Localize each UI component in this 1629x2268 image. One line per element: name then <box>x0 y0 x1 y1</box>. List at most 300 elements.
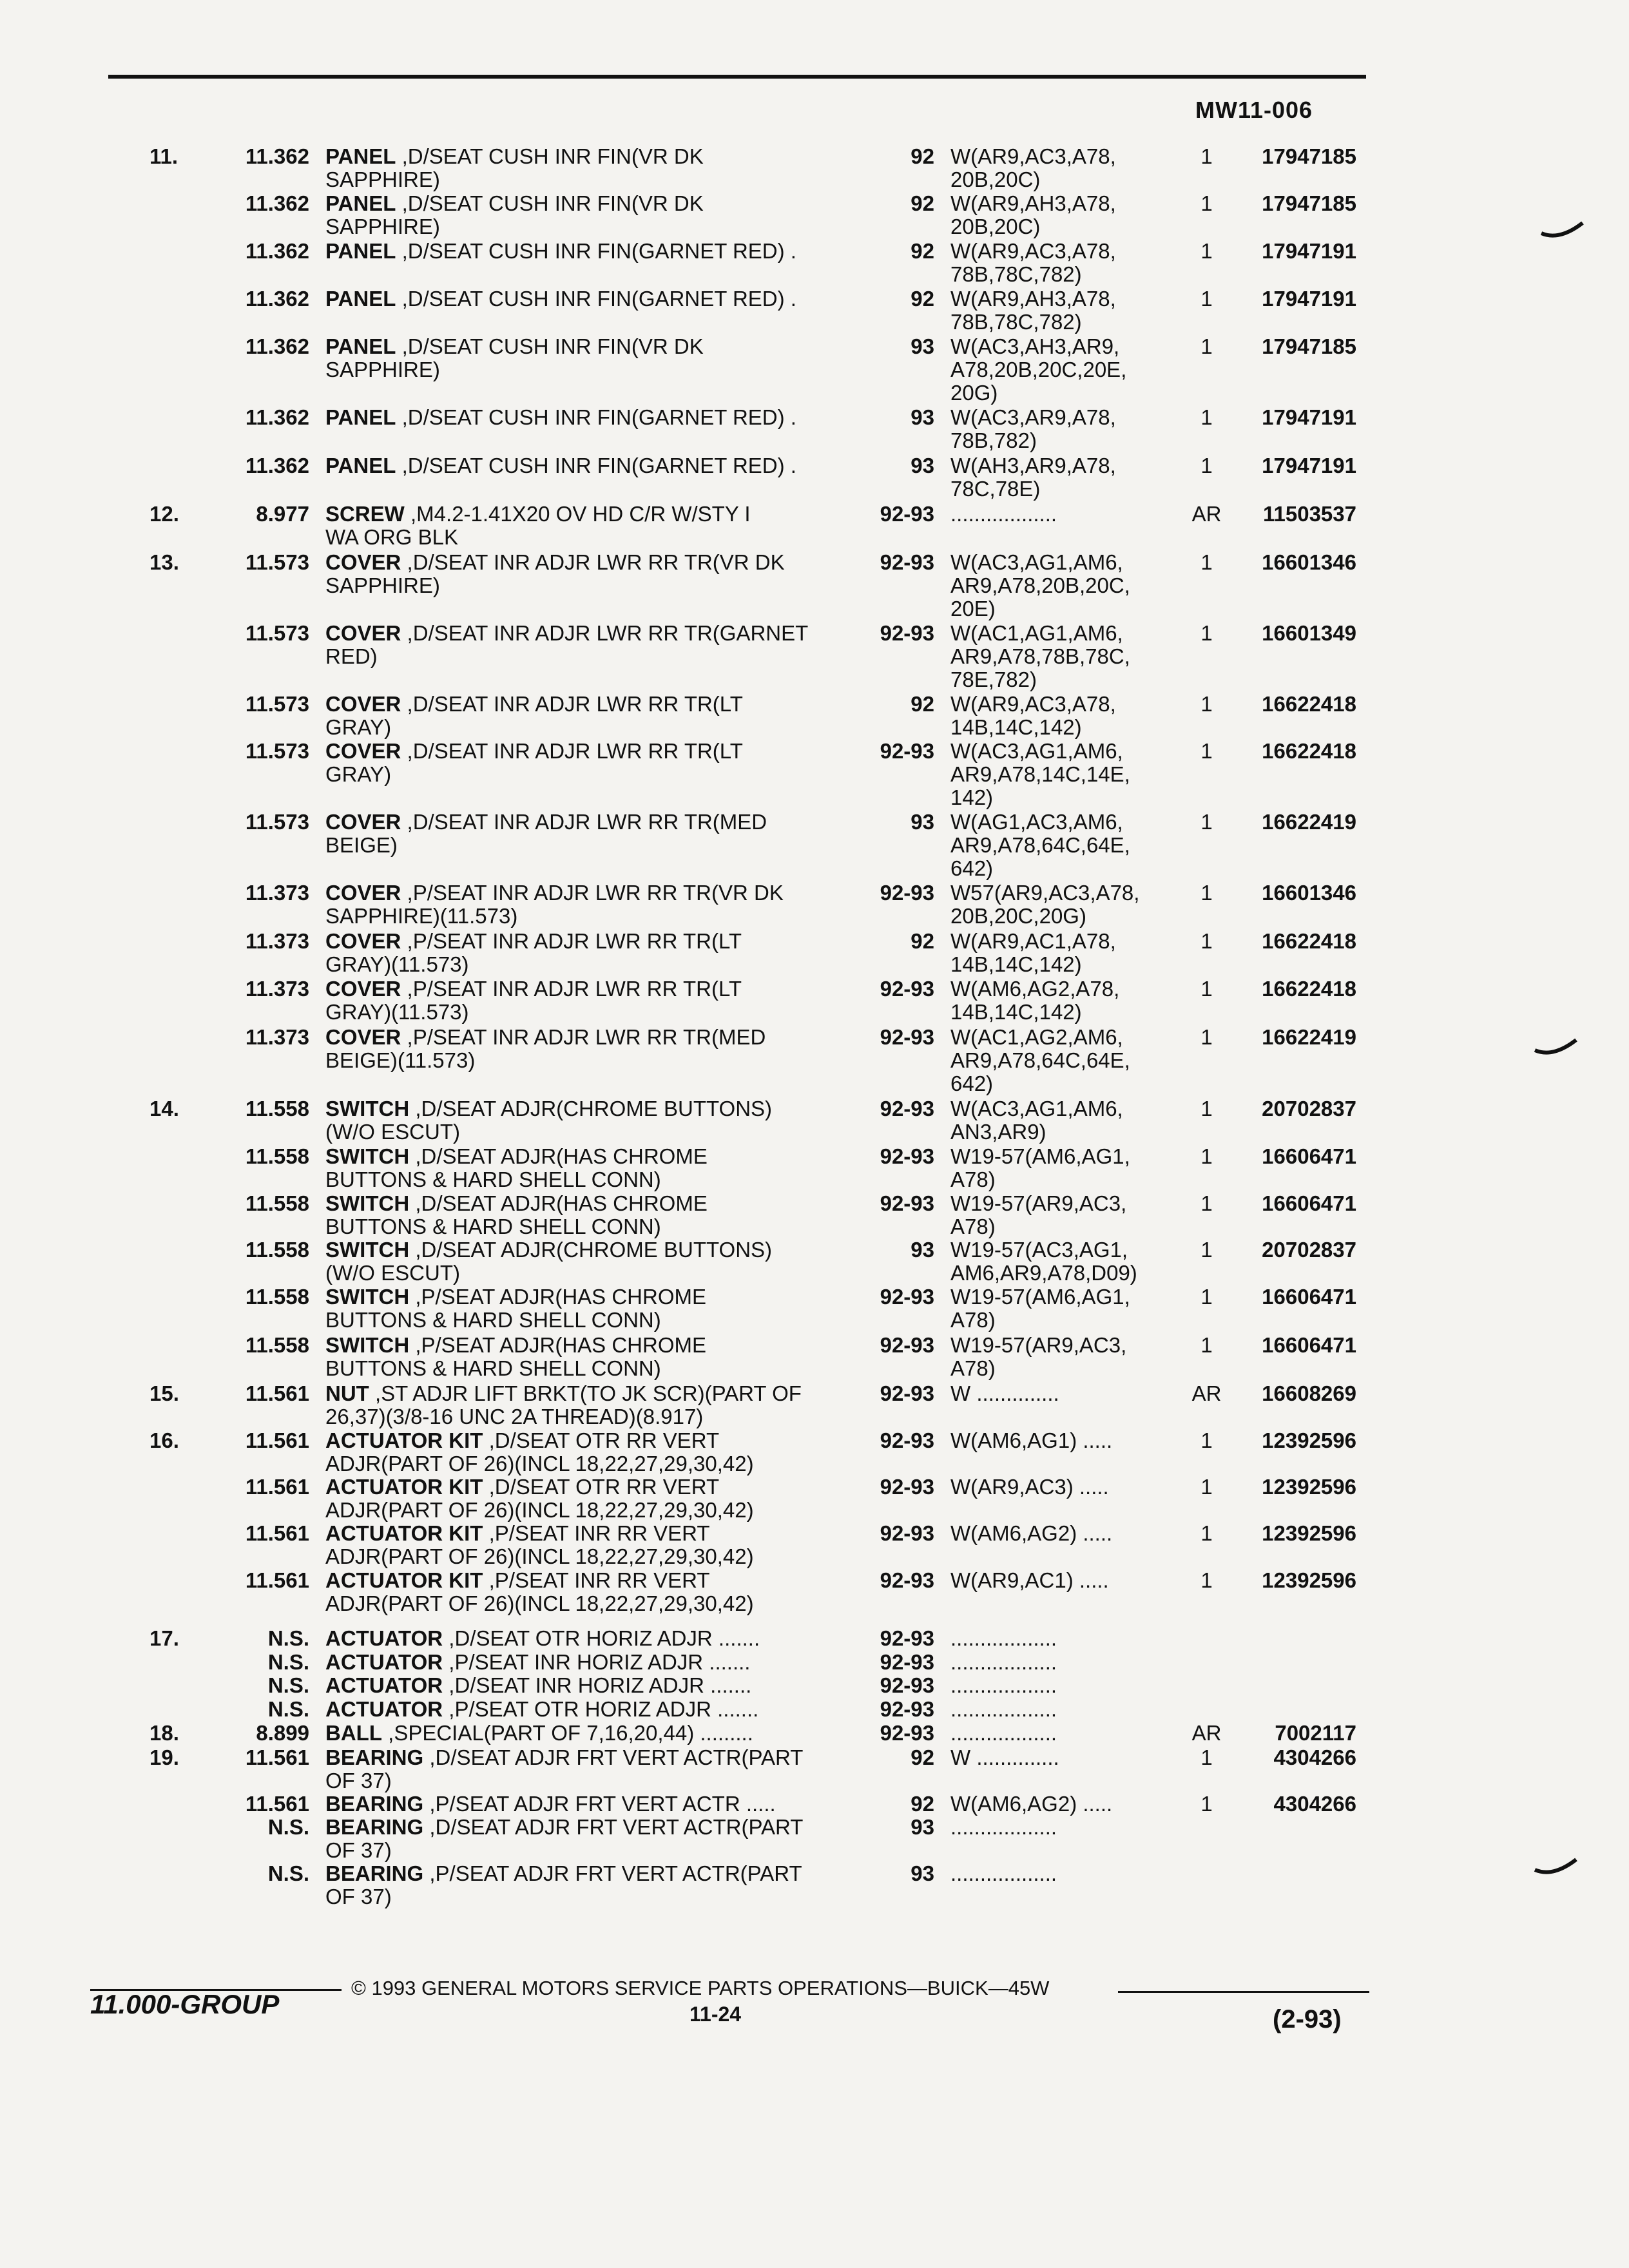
table-row <box>0 1428 1629 1475</box>
group-number: 11.373 <box>245 977 309 1001</box>
check-mark-2 <box>1534 1036 1579 1058</box>
part-detail: ,D/SEAT CUSH INR FIN(VR DK SAPPHIRE) <box>325 334 704 381</box>
group-number: 11.558 <box>245 1333 309 1357</box>
quantity: 1 <box>1200 929 1213 953</box>
model-year: 92-93 <box>880 1721 934 1745</box>
quantity: AR <box>1191 502 1222 526</box>
figure-number: 11. <box>149 144 178 168</box>
part-detail: ,ST ADJR LIFT BRKT(TO JK SCR)(PART OF 26,37)(3/8-16 UNC 2A THREAD)(8.917) <box>325 1381 802 1428</box>
part-name: PANEL <box>325 144 396 168</box>
part-number: 12392596 <box>1262 1568 1356 1592</box>
model-year: 92-93 <box>880 1568 934 1592</box>
quantity: 1 <box>1200 739 1213 763</box>
table-row <box>0 1238 1629 1285</box>
group-number: 11.561 <box>245 1792 309 1816</box>
quantity: 1 <box>1200 1191 1213 1215</box>
usage-options: W(AR9,AC1) ..... <box>950 1568 1109 1592</box>
part-detail: ,P/SEAT ADJR FRT VERT ACTR ..... <box>423 1792 776 1816</box>
part-name: ACTUATOR <box>325 1626 443 1650</box>
model-year: 93 <box>911 334 934 358</box>
document-code: MW11-006 <box>1195 97 1313 123</box>
table-row <box>0 1144 1629 1191</box>
table-row <box>0 454 1629 501</box>
usage-options: W(AM6,AG2) ..... <box>950 1521 1113 1545</box>
quantity: 1 <box>1200 1238 1213 1262</box>
part-number: 12392596 <box>1262 1428 1356 1452</box>
quantity: 1 <box>1200 1792 1213 1816</box>
model-year: 93 <box>911 1861 934 1885</box>
part-detail: ,D/SEAT CUSH INR FIN(GARNET RED) . <box>396 287 796 311</box>
part-detail: ,P/SEAT INR ADJR LWR RR TR(LT GRAY)(11.573) <box>325 929 742 976</box>
part-number: 16608269 <box>1262 1381 1356 1405</box>
quantity: 1 <box>1200 287 1213 311</box>
group-number: 11.558 <box>245 1238 309 1262</box>
table-row <box>0 929 1629 976</box>
part-number: 16622418 <box>1262 977 1356 1001</box>
usage-options: W(AR9,AH3,A78, 78B,78C,782) <box>950 287 1116 334</box>
part-detail: ,D/SEAT ADJR FRT VERT ACTR(PART OF 37) <box>325 1815 804 1862</box>
quantity: 1 <box>1200 191 1213 215</box>
model-year: 92 <box>911 144 934 168</box>
usage-options: W(AC3,AR9,A78, 78B,782) <box>950 405 1116 452</box>
part-name: COVER <box>325 1025 401 1049</box>
model-year: 92-93 <box>880 1381 934 1405</box>
group-number: N.S. <box>267 1650 309 1674</box>
group-number: 11.561 <box>245 1521 309 1545</box>
usage-options: W(AC3,AH3,AR9, A78,20B,20C,20E, 20G) <box>950 334 1127 405</box>
part-detail: ,D/SEAT CUSH INR FIN(VR DK SAPPHIRE) <box>325 144 704 191</box>
table-row <box>0 881 1629 928</box>
part-number: 16601346 <box>1262 881 1356 905</box>
part-name: COVER <box>325 621 401 645</box>
quantity: 1 <box>1200 1025 1213 1049</box>
model-year: 92 <box>911 692 934 716</box>
group-number: 11.573 <box>245 692 309 716</box>
group-number: N.S. <box>267 1697 309 1721</box>
model-year: 92 <box>911 1792 934 1816</box>
usage-options: W .............. <box>950 1745 1059 1769</box>
quantity: 1 <box>1200 405 1213 429</box>
figure-number: 19. <box>149 1745 179 1769</box>
part-name: SWITCH <box>325 1285 410 1309</box>
quantity: 1 <box>1200 1568 1213 1592</box>
part-name: COVER <box>325 810 401 834</box>
usage-options: W(AC3,AG1,AM6, AR9,A78,14C,14E, 142) <box>950 739 1130 809</box>
table-row <box>0 621 1629 691</box>
part-name: PANEL <box>325 405 396 429</box>
part-detail: ,P/SEAT INR RR VERT ADJR(PART OF 26)(INCL 18,22,27,29,30,42) <box>325 1521 754 1568</box>
quantity: 1 <box>1200 881 1213 905</box>
model-year: 92-93 <box>880 1025 934 1049</box>
quantity: 1 <box>1200 1745 1213 1769</box>
table-row <box>0 1381 1629 1428</box>
usage-options: W57(AR9,AC3,A78, 20B,20C,20G) <box>950 881 1140 928</box>
group-number: 11.362 <box>245 334 309 358</box>
check-mark-1 <box>1540 219 1585 241</box>
group-number: 11.558 <box>245 1191 309 1215</box>
usage-options: W(AC1,AG2,AM6, AR9,A78,64C,64E, 642) <box>950 1025 1130 1095</box>
part-detail: ,M4.2-1.41X20 OV HD C/R W/STY I WA ORG BLK <box>325 502 751 549</box>
group-number: 11.373 <box>245 881 309 905</box>
model-year: 92-93 <box>880 1428 934 1452</box>
usage-options: W(AR9,AC1,A78, 14B,14C,142) <box>950 929 1116 976</box>
group-number: 11.373 <box>245 929 309 953</box>
group-number: 11.558 <box>245 1144 309 1168</box>
table-row <box>0 550 1629 620</box>
model-year: 93 <box>911 810 934 834</box>
group-number: 11.362 <box>245 191 309 215</box>
table-row <box>0 1673 1629 1697</box>
part-detail: ,D/SEAT OTR HORIZ ADJR ....... <box>443 1626 760 1650</box>
table-row <box>0 1568 1629 1615</box>
part-detail: ,P/SEAT ADJR FRT VERT ACTR(PART OF 37) <box>325 1861 802 1908</box>
model-year: 92-93 <box>880 621 934 645</box>
part-name: ACTUATOR <box>325 1697 443 1721</box>
group-number: N.S. <box>267 1673 309 1697</box>
group-number: N.S. <box>267 1815 309 1839</box>
quantity: 1 <box>1200 621 1213 645</box>
group-number: N.S. <box>267 1626 309 1650</box>
model-year: 92-93 <box>880 881 934 905</box>
table-row <box>0 239 1629 286</box>
part-number: 16606471 <box>1262 1333 1356 1357</box>
part-name: PANEL <box>325 287 396 311</box>
model-year: 93 <box>911 1815 934 1839</box>
part-number: 16601349 <box>1262 621 1356 645</box>
quantity: AR <box>1191 1721 1222 1745</box>
part-detail: ,P/SEAT INR ADJR LWR RR TR(MED BEIGE)(11.573) <box>325 1025 766 1072</box>
part-number: 11503537 <box>1262 502 1356 526</box>
part-name: BEARING <box>325 1861 424 1885</box>
table-row <box>0 502 1629 549</box>
part-name: PANEL <box>325 239 396 263</box>
group-number: 11.373 <box>245 1025 309 1049</box>
part-name: BEARING <box>325 1792 424 1816</box>
part-number: 16622418 <box>1262 929 1356 953</box>
part-name: COVER <box>325 550 401 574</box>
model-year: 93 <box>911 1238 934 1262</box>
part-detail: ,D/SEAT ADJR(CHROME BUTTONS) (W/O ESCUT) <box>325 1097 773 1144</box>
table-row <box>0 1815 1629 1862</box>
model-year: 92 <box>911 1745 934 1769</box>
figure-number: 18. <box>149 1721 179 1745</box>
part-detail: ,P/SEAT INR ADJR LWR RR TR(VR DK SAPPHIRE)(11.573) <box>325 881 784 928</box>
part-number: 7002117 <box>1275 1721 1356 1745</box>
usage-options: .................. <box>950 1673 1057 1697</box>
part-name: BEARING <box>325 1745 424 1769</box>
group-number: 11.558 <box>245 1097 309 1120</box>
usage-options: W(AC1,AG1,AM6, AR9,A78,78B,78C, 78E,782) <box>950 621 1130 691</box>
model-year: 92-93 <box>880 1697 934 1721</box>
usage-options: W19-57(AC3,AG1, AM6,AR9,A78,D09) <box>950 1238 1137 1285</box>
part-number: 16606471 <box>1262 1285 1356 1309</box>
part-number: 16606471 <box>1262 1144 1356 1168</box>
part-detail: ,SPECIAL(PART OF 7,16,20,44) ......... <box>381 1721 753 1745</box>
part-name: ACTUATOR KIT <box>325 1568 483 1592</box>
group-number: 11.573 <box>245 739 309 763</box>
group-number: 11.573 <box>245 550 309 574</box>
part-name: COVER <box>325 977 401 1001</box>
group-number: 11.573 <box>245 621 309 645</box>
usage-options: .................. <box>950 1721 1057 1745</box>
group-number: N.S. <box>267 1861 309 1885</box>
part-detail: ,D/SEAT OTR RR VERT ADJR(PART OF 26)(INCL 18,22,27,29,30,42) <box>325 1428 754 1475</box>
usage-options: W(AR9,AC3,A78, 20B,20C) <box>950 144 1116 191</box>
part-detail: ,D/SEAT ADJR(HAS CHROME BUTTONS & HARD SHELL CONN) <box>325 1144 708 1191</box>
table-row <box>0 405 1629 452</box>
part-number: 4304266 <box>1273 1745 1356 1769</box>
footer-date: (2-93) <box>1273 2005 1342 2033</box>
part-number: 17947191 <box>1262 454 1356 477</box>
part-name: PANEL <box>325 454 396 477</box>
usage-options: W19-57(AR9,AC3, A78) <box>950 1333 1127 1380</box>
quantity: 1 <box>1200 334 1213 358</box>
group-number: 11.558 <box>245 1285 309 1309</box>
quantity: 1 <box>1200 454 1213 477</box>
group-number: 11.362 <box>245 144 309 168</box>
usage-options: W .............. <box>950 1381 1059 1405</box>
part-detail: ,D/SEAT INR HORIZ ADJR ....... <box>443 1673 752 1697</box>
quantity: 1 <box>1200 239 1213 263</box>
part-name: BEARING <box>325 1815 424 1839</box>
part-number: 16622418 <box>1262 692 1356 716</box>
part-detail: ,D/SEAT ADJR FRT VERT ACTR(PART OF 37) <box>325 1745 804 1792</box>
model-year: 92-93 <box>880 1191 934 1215</box>
part-name: SWITCH <box>325 1238 410 1262</box>
model-year: 92-93 <box>880 1650 934 1674</box>
table-row <box>0 287 1629 334</box>
part-detail: ,P/SEAT INR RR VERT ADJR(PART OF 26)(INCL 18,22,27,29,30,42) <box>325 1568 754 1615</box>
model-year: 93 <box>911 405 934 429</box>
usage-options: .................. <box>950 1815 1057 1839</box>
table-row <box>0 1191 1629 1238</box>
part-name: COVER <box>325 739 401 763</box>
part-detail: ,D/SEAT OTR RR VERT ADJR(PART OF 26)(INCL 18,22,27,29,30,42) <box>325 1475 754 1522</box>
quantity: AR <box>1191 1381 1222 1405</box>
usage-options: W(AM6,AG2) ..... <box>950 1792 1113 1816</box>
table-row <box>0 1626 1629 1650</box>
part-number: 12392596 <box>1262 1475 1356 1499</box>
part-name: ACTUATOR KIT <box>325 1521 483 1545</box>
quantity: 1 <box>1200 1475 1213 1499</box>
quantity: 1 <box>1200 1521 1213 1545</box>
figure-number: 12. <box>149 502 179 526</box>
quantity: 1 <box>1200 810 1213 834</box>
model-year: 92 <box>911 239 934 263</box>
figure-number: 17. <box>149 1626 179 1650</box>
part-detail: ,P/SEAT ADJR(HAS CHROME BUTTONS & HARD SHELL CONN) <box>325 1285 707 1332</box>
model-year: 92-93 <box>880 1285 934 1309</box>
usage-options: W(AR9,AC3,A78, 14B,14C,142) <box>950 692 1116 739</box>
quantity: 1 <box>1200 1144 1213 1168</box>
part-detail: ,D/SEAT ADJR(CHROME BUTTONS) (W/O ESCUT) <box>325 1238 773 1285</box>
usage-options: W(AR9,AH3,A78, 20B,20C) <box>950 191 1116 238</box>
usage-options: .................. <box>950 1626 1057 1650</box>
group-number: 11.573 <box>245 810 309 834</box>
usage-options: W(AM6,AG1) ..... <box>950 1428 1113 1452</box>
group-number: 8.899 <box>256 1721 309 1745</box>
usage-options: W19-57(AM6,AG1, A78) <box>950 1144 1130 1191</box>
footer-copyright: © 1993 GENERAL MOTORS SERVICE PARTS OPERATIONS—BUICK—45W <box>351 1977 1050 1999</box>
group-number: 11.362 <box>245 287 309 311</box>
table-row <box>0 1861 1629 1908</box>
part-detail: ,D/SEAT CUSH INR FIN(GARNET RED) . <box>396 405 796 429</box>
table-row <box>0 1650 1629 1674</box>
usage-options: W(AC3,AG1,AM6, AN3,AR9) <box>950 1097 1123 1144</box>
group-number: 11.362 <box>245 405 309 429</box>
usage-options: .................. <box>950 1650 1057 1674</box>
part-name: COVER <box>325 881 401 905</box>
figure-number: 15. <box>149 1381 179 1405</box>
usage-options: W(AH3,AR9,A78, 78C,78E) <box>950 454 1116 501</box>
part-number: 16622418 <box>1262 739 1356 763</box>
footer-rule-right <box>1118 1991 1369 1993</box>
part-number: 17947185 <box>1262 334 1356 358</box>
usage-options: .................. <box>950 1861 1057 1885</box>
table-row <box>0 977 1629 1024</box>
group-number: 11.561 <box>245 1475 309 1499</box>
model-year: 92-93 <box>880 550 934 574</box>
part-name: PANEL <box>325 191 396 215</box>
part-detail: ,D/SEAT INR ADJR LWR RR TR(MED BEIGE) <box>325 810 767 857</box>
model-year: 92 <box>911 929 934 953</box>
usage-options: W(AC3,AG1,AM6, AR9,A78,20B,20C, 20E) <box>950 550 1130 620</box>
part-name: BALL <box>325 1721 382 1745</box>
figure-number: 14. <box>149 1097 179 1120</box>
model-year: 92-93 <box>880 1475 934 1499</box>
model-year: 92-93 <box>880 739 934 763</box>
table-row <box>0 739 1629 809</box>
part-detail: ,D/SEAT INR ADJR LWR RR TR(LT GRAY) <box>325 739 743 786</box>
check-mark-3 <box>1534 1856 1579 1878</box>
group-number: 11.362 <box>245 239 309 263</box>
model-year: 92 <box>911 191 934 215</box>
table-row <box>0 1097 1629 1144</box>
part-name: SWITCH <box>325 1144 410 1168</box>
table-row <box>0 1475 1629 1522</box>
page-number: 11-24 <box>689 2003 742 2026</box>
group-number: 11.561 <box>245 1568 309 1592</box>
table-row <box>0 191 1629 238</box>
part-number: 20702837 <box>1262 1097 1356 1120</box>
model-year: 92 <box>911 287 934 311</box>
quantity: 1 <box>1200 692 1213 716</box>
group-number: 11.561 <box>245 1745 309 1769</box>
part-detail: ,D/SEAT INR ADJR LWR RR TR(VR DK SAPPHIRE) <box>325 550 785 597</box>
part-name: SWITCH <box>325 1097 410 1120</box>
table-row <box>0 1285 1629 1332</box>
part-number: 17947185 <box>1262 144 1356 168</box>
part-number: 17947185 <box>1262 191 1356 215</box>
part-detail: ,D/SEAT INR ADJR LWR RR TR(GARNET RED) <box>325 621 809 668</box>
part-number: 4304266 <box>1273 1792 1356 1816</box>
part-detail: ,P/SEAT INR HORIZ ADJR ....... <box>443 1650 751 1674</box>
usage-options: W(AR9,AC3) ..... <box>950 1475 1109 1499</box>
usage-options: W(AR9,AC3,A78, 78B,78C,782) <box>950 239 1116 286</box>
part-detail: ,D/SEAT INR ADJR LWR RR TR(LT GRAY) <box>325 692 743 739</box>
part-detail: ,P/SEAT ADJR(HAS CHROME BUTTONS & HARD SHELL CONN) <box>325 1333 707 1380</box>
part-number: 17947191 <box>1262 239 1356 263</box>
footer-group: 11.000-GROUP <box>90 1989 280 2019</box>
part-number: 12392596 <box>1262 1521 1356 1545</box>
part-detail: ,P/SEAT OTR HORIZ ADJR ....... <box>443 1697 759 1721</box>
part-name: COVER <box>325 692 401 716</box>
table-row <box>0 1697 1629 1721</box>
part-number: 16622419 <box>1262 810 1356 834</box>
part-number: 20702837 <box>1262 1238 1356 1262</box>
part-number: 17947191 <box>1262 405 1356 429</box>
part-number: 17947191 <box>1262 287 1356 311</box>
part-name: SWITCH <box>325 1333 410 1357</box>
part-name: PANEL <box>325 334 396 358</box>
part-name: SWITCH <box>325 1191 410 1215</box>
figure-number: 13. <box>149 550 179 574</box>
part-detail: ,D/SEAT CUSH INR FIN(GARNET RED) . <box>396 239 796 263</box>
quantity: 1 <box>1200 1097 1213 1120</box>
figure-number: 16. <box>149 1428 179 1452</box>
part-number: 16622419 <box>1262 1025 1356 1049</box>
part-name: ACTUATOR KIT <box>325 1475 483 1499</box>
table-row <box>0 1745 1629 1792</box>
quantity: 1 <box>1200 977 1213 1001</box>
model-year: 92-93 <box>880 1626 934 1650</box>
model-year: 92-93 <box>880 1673 934 1697</box>
model-year: 92-93 <box>880 1144 934 1168</box>
group-number: 8.977 <box>256 502 309 526</box>
quantity: 1 <box>1200 550 1213 574</box>
quantity: 1 <box>1200 144 1213 168</box>
part-number: 16606471 <box>1262 1191 1356 1215</box>
table-row <box>0 1025 1629 1095</box>
table-row <box>0 1333 1629 1380</box>
table-row <box>0 334 1629 405</box>
part-detail: ,D/SEAT ADJR(HAS CHROME BUTTONS & HARD SHELL CONN) <box>325 1191 708 1238</box>
model-year: 93 <box>911 454 934 477</box>
usage-options: .................. <box>950 502 1057 526</box>
part-name: NUT <box>325 1381 369 1405</box>
part-name: SCREW <box>325 502 405 526</box>
table-row <box>0 144 1629 191</box>
part-detail: ,D/SEAT CUSH INR FIN(GARNET RED) . <box>396 454 796 477</box>
usage-options: W19-57(AM6,AG1, A78) <box>950 1285 1130 1332</box>
usage-options: .................. <box>950 1697 1057 1721</box>
part-number: 16601346 <box>1262 550 1356 574</box>
quantity: 1 <box>1200 1333 1213 1357</box>
part-name: COVER <box>325 929 401 953</box>
model-year: 92-93 <box>880 1333 934 1357</box>
usage-options: W(AM6,AG2,A78, 14B,14C,142) <box>950 977 1120 1024</box>
part-name: ACTUATOR KIT <box>325 1428 483 1452</box>
table-row <box>0 692 1629 739</box>
usage-options: W19-57(AR9,AC3, A78) <box>950 1191 1127 1238</box>
group-number: 11.561 <box>245 1428 309 1452</box>
table-row <box>0 1721 1629 1745</box>
part-name: ACTUATOR <box>325 1650 443 1674</box>
table-row <box>0 1521 1629 1568</box>
model-year: 92-93 <box>880 1097 934 1120</box>
quantity: 1 <box>1200 1285 1213 1309</box>
model-year: 92-93 <box>880 502 934 526</box>
model-year: 92-93 <box>880 977 934 1001</box>
model-year: 92-93 <box>880 1521 934 1545</box>
part-detail: ,P/SEAT INR ADJR LWR RR TR(LT GRAY)(11.573) <box>325 977 742 1024</box>
group-number: 11.362 <box>245 454 309 477</box>
part-detail: ,D/SEAT CUSH INR FIN(VR DK SAPPHIRE) <box>325 191 704 238</box>
table-row <box>0 1792 1629 1816</box>
part-name: ACTUATOR <box>325 1673 443 1697</box>
usage-options: W(AG1,AC3,AM6, AR9,A78,64C,64E, 642) <box>950 810 1130 880</box>
quantity: 1 <box>1200 1428 1213 1452</box>
